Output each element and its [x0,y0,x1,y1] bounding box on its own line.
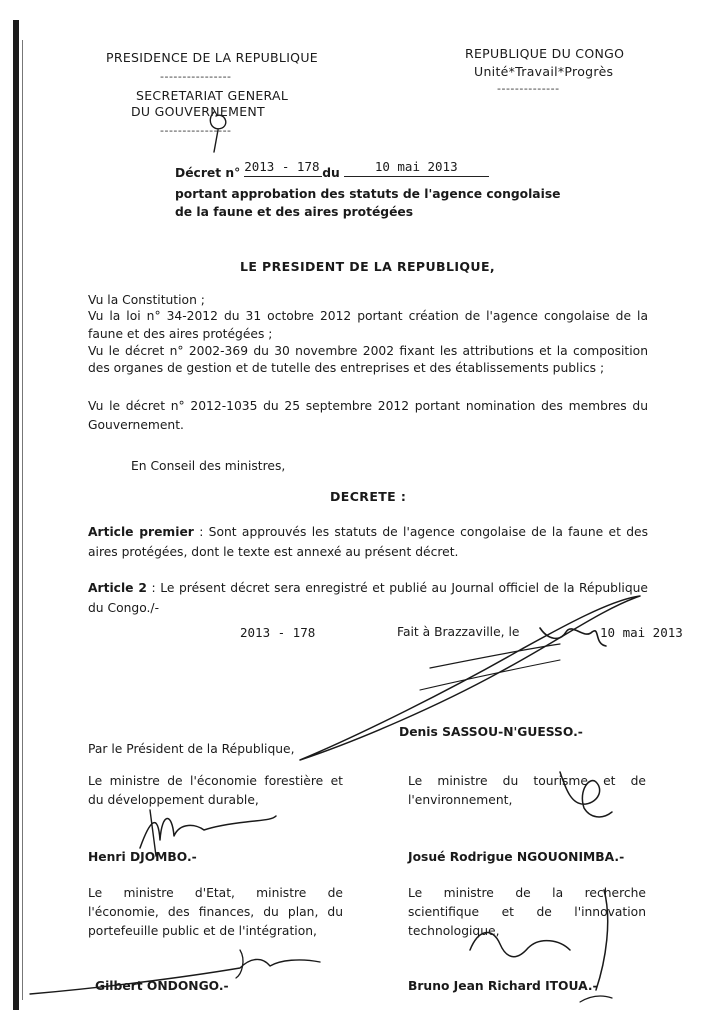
decree-subject-2: de la faune et des aires protégées [175,205,414,219]
minister-etat-finances-name: Gilbert ONDONGO.- [95,979,229,993]
header-divider-1: ---------------- [160,70,232,83]
article-2-text: : Le présent décret sera enregistré et publié au Journal officiel de la République du Congo./- [88,581,648,615]
itoua-signature [470,890,608,990]
decree-date: 10 mai 2013 [344,157,489,177]
decree-du-label: du [322,166,340,180]
visa-decret-2012: Vu le décret n° 2012-1035 du 25 septembre 2012 portant nomination des membres du Gouvernement. [88,399,648,432]
conseil-line: En Conseil des ministres, [131,459,286,473]
visa-constitution: Vu la Constitution ; [88,293,205,307]
header-divider-right: -------------- [497,82,560,95]
minister-recherche-title: Le ministre de la recherche scientifique et de l'innovation technologique, [408,886,646,938]
header-secretariat: SECRETARIAT GENERAL [136,88,289,103]
minister-economie-forestiere-name: Henri DJOMBO.- [88,850,197,864]
minister-etat-finances-title: Le ministre d'Etat, ministre de l'économie, des finances, du plan, du portefeuille public et de l'intégration, [88,886,343,938]
article-premier-text: : Sont approuvés les statuts de l'agence congolaise de la faune et des aires protégées, dont le texte est annexé au présent décret. [88,525,648,559]
article-2-label: Article 2 [88,581,147,595]
minister-recherche-name: Bruno Jean Richard ITOUA.- [408,979,598,993]
ondongo-signature [30,959,320,994]
decree-subject-1: portant approbation des statuts de l'agence congolaise [175,187,561,201]
djombo-signature [140,816,276,848]
article-premier-label: Article premier [88,525,194,539]
visa-loi: Vu la loi n° 34-2012 du 31 octobre 2012 portant création de l'agence congolaise de la faune et des aires protégées ; [88,309,648,341]
minister-economie-forestiere-title: Le ministre de l'économie forestière et du développement durable, [88,774,343,807]
footer-decree-number: 2013 - 178 [240,625,316,640]
ngouonimba-signature [560,772,612,817]
decrete-heading: DECRETE : [330,489,407,504]
minister-tourisme-title: Le ministre du tourisme et de l'environnement, [408,774,646,807]
header-presidence: PRESIDENCE DE LA REPUBLIQUE [106,50,318,65]
header-republique: REPUBLIQUE DU CONGO [465,46,625,61]
document-title: LE PRESIDENT DE LA REPUBLIQUE, [240,259,496,274]
minister-tourisme-name: Josué Rodrigue NGOUONIMBA.- [408,850,625,864]
president-signature [300,596,640,760]
visa-decret-2002: Vu le décret n° 2002-369 du 30 novembre 2002 fixant les attributions et la composition des organes de gestion et de tutelle des entreprises et des établissements publics ; [88,344,648,375]
decree-number: 2013 - 178 [244,157,322,177]
footer-place: Fait à Brazzaville, le [397,625,520,639]
footer-date: 10 mai 2013 [600,625,683,640]
par-le-president: Par le Président de la République, [88,742,295,756]
initial-mark-signature [210,112,225,152]
header-divider-2: ---------------- [160,124,232,137]
president-name: Denis SASSOU-N'GUESSO.- [399,725,583,739]
header-gouvernement: DU GOUVERNEMENT [131,104,265,119]
header-devise: Unité*Travail*Progrès [474,64,614,79]
decree-label: Décret n° [175,166,241,180]
